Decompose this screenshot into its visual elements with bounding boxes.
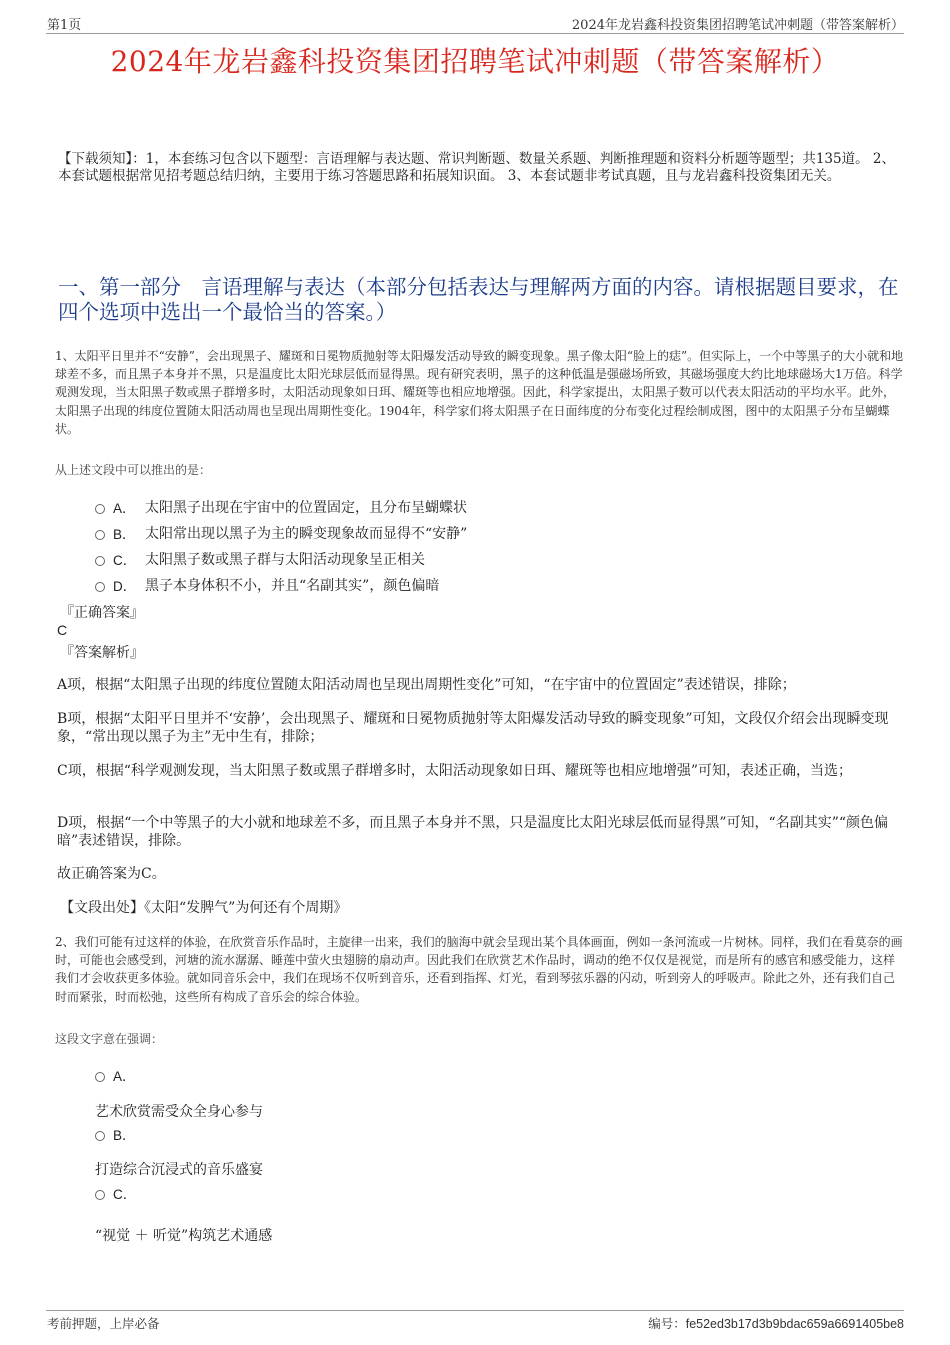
- question-1-option-b[interactable]: [95, 523, 467, 543]
- question-1-text: 1、太阳平日里并不“安静”，会出现黑子、耀斑和日冕物质抛射等太阳爆发活动导致的瞬变现象。黑子像太阳“脸上的痣”。但实际上，一个中等黑子的大小就和地球差不多，而且黑子本身并不黑，只是温度比太阳光球层低而显得黑。现有研究表明，黑子的这种低温是强磁场所致，其磁场强度大约比地球磁场大1万倍。科学观测发现，当太阳黑子数或黑子群增多时，太阳活动现象如日珥、耀斑等也相应地增强。因此，科学家提出，太阳黑子数可以代表太阳活动的平均水平。此外，太阳黑子出现的纬度位置随太阳活动周也呈现出周期性变化。1904年，科学家们将太阳黑子在日面纬度的分布变化过程绘制成图，图中的太阳黑子分布呈蝴蝶状。: [55, 349, 904, 436]
- radio-icon[interactable]: [95, 556, 105, 566]
- option-letter: C．: [113, 1187, 137, 1202]
- option-text: 太阳黑子数或黑子群与太阳活动现象呈正相关: [145, 552, 425, 568]
- footer-code-value: fe52ed3b17d3b9bdac659a6691405be8: [685, 1317, 904, 1331]
- question-1-prompt: 从上述文段中可以推出的是：: [55, 463, 212, 477]
- option-letter: B．: [113, 1128, 136, 1143]
- option-letter: B．: [113, 527, 136, 542]
- question-2-option-c-text: “视觉 ＋ 听觉”构筑艺术通感: [95, 1228, 273, 1244]
- footer-code-label: 编号：: [648, 1316, 686, 1331]
- running-header-title: 2024年龙岩鑫科投资集团招聘笔试冲刺题（带答案解析）: [571, 18, 904, 33]
- question-2-option-b-text: 打造综合沉浸式的音乐盛宴: [95, 1162, 263, 1178]
- section-heading: 一、第一部分 言语理解与表达（本部分包括表达与理解两方面的内容。请根据题目要求，在四个选项中选出一个最恰当的答案。）: [58, 275, 899, 324]
- option-letter: C．: [113, 553, 137, 568]
- analysis-a: A项，根据“太阳黑子出现的纬度位置随太阳活动周也呈现出周期性变化”可知，“在宇宙中的位置固定”表述错误，排除；: [57, 677, 796, 693]
- radio-icon[interactable]: [95, 504, 105, 514]
- option-letter: A．: [113, 1069, 136, 1084]
- option-letter: A．: [113, 501, 136, 516]
- option-letter: D．: [113, 579, 137, 594]
- analysis-c: C项，根据“科学观测发现，当太阳黑子数或黑子群增多时，太阳活动现象如日珥、耀斑等也相应地增强”可知，表述正确，当选；: [57, 763, 853, 779]
- footer-code: [648, 1314, 904, 1332]
- question-2-option-c[interactable]: [95, 1183, 145, 1203]
- answer-label: 『正确答案』: [60, 605, 144, 621]
- page-number: 第1页: [47, 18, 82, 33]
- option-text: 黑子本身体积不小，并且“名副其实”，颜色偏暗: [145, 578, 440, 594]
- footer-divider: [46, 1310, 904, 1311]
- radio-icon[interactable]: [95, 1190, 105, 1200]
- question-2-option-b[interactable]: [95, 1124, 145, 1144]
- source-citation: 【文段出处】《太阳“发脾气”为何还有个周期》: [60, 900, 348, 916]
- document-title: 2024年龙岩鑫科投资集团招聘笔试冲刺题（带答案解析）: [110, 45, 840, 78]
- question-2-option-a[interactable]: [95, 1065, 145, 1085]
- radio-icon[interactable]: [95, 1131, 105, 1141]
- analysis-b: B项，根据“太阳平日里并不‘安静’，会出现黑子、耀斑和日冕物质抛射等太阳爆发活动导致的瞬变现象”可知，文段仅介绍会出现瞬变现象，“常出现以黑子为主”无中生有，排除；: [57, 711, 889, 745]
- question-2-text: 2、我们可能有过这样的体验，在欣赏音乐作品时，主旋律一出来，我们的脑海中就会呈现出某个具体画面，例如一条河流或一片树林。同样，我们在看莫奈的画时，可能也会感受到，河塘的流水潺潺、睡莲中萤火虫翅膀的扇动声。因此我们在欣赏艺术作品时，调动的绝不仅仅是视觉，而是所有的感官和感受能力，这样我们才会收获更多体验。就如同音乐会中，我们在现场不仅听到音乐，还看到指挥、灯光，看到琴弦乐器的闪动，听到旁人的呼吸声。除此之外，还有我们自己时而紧张，时而松弛，这些所有构成了音乐会的综合体验。: [55, 935, 903, 1004]
- question-1-option-d[interactable]: [95, 575, 439, 595]
- question-2-prompt: 这段文字意在强调：: [55, 1032, 164, 1046]
- header-divider: [46, 33, 904, 34]
- option-text: 太阳常出现以黑子为主的瞬变现象故而显得不“安静”: [145, 526, 468, 542]
- option-text: 太阳黑子出现在宇宙中的位置固定，且分布呈蝴蝶状: [145, 500, 467, 516]
- radio-icon[interactable]: [95, 1072, 105, 1082]
- analysis-conclusion: 故正确答案为C。: [57, 866, 166, 882]
- question-2-option-a-text: 艺术欣赏需受众全身心参与: [95, 1104, 263, 1120]
- question-1-option-a[interactable]: [95, 497, 467, 517]
- footer-slogan: 考前押题，上岸必备: [47, 1316, 160, 1331]
- radio-icon[interactable]: [95, 530, 105, 540]
- correct-answer: C: [57, 622, 68, 638]
- question-1-option-c[interactable]: [95, 549, 425, 569]
- download-notice: 【下载须知】：1，本套练习包含以下题型：言语理解与表达题、常识判断题、数量关系题、判断推理题和资料分析题等题型；共135道。 2、本套试题根据常见招考题总结归纳，主要用于练习答题思路和拓展知识面。 3、本套试题非考试真题，且与龙岩鑫科投资集团无关。: [58, 151, 895, 184]
- analysis-d: D项，根据“一个中等黑子的大小就和地球差不多，而且黑子本身并不黑，只是温度比太阳光球层低而显得黑”可知，“名副其实”“颜色偏暗”表述错误，排除。: [57, 815, 889, 849]
- radio-icon[interactable]: [95, 582, 105, 592]
- analysis-label: 『答案解析』: [60, 645, 144, 661]
